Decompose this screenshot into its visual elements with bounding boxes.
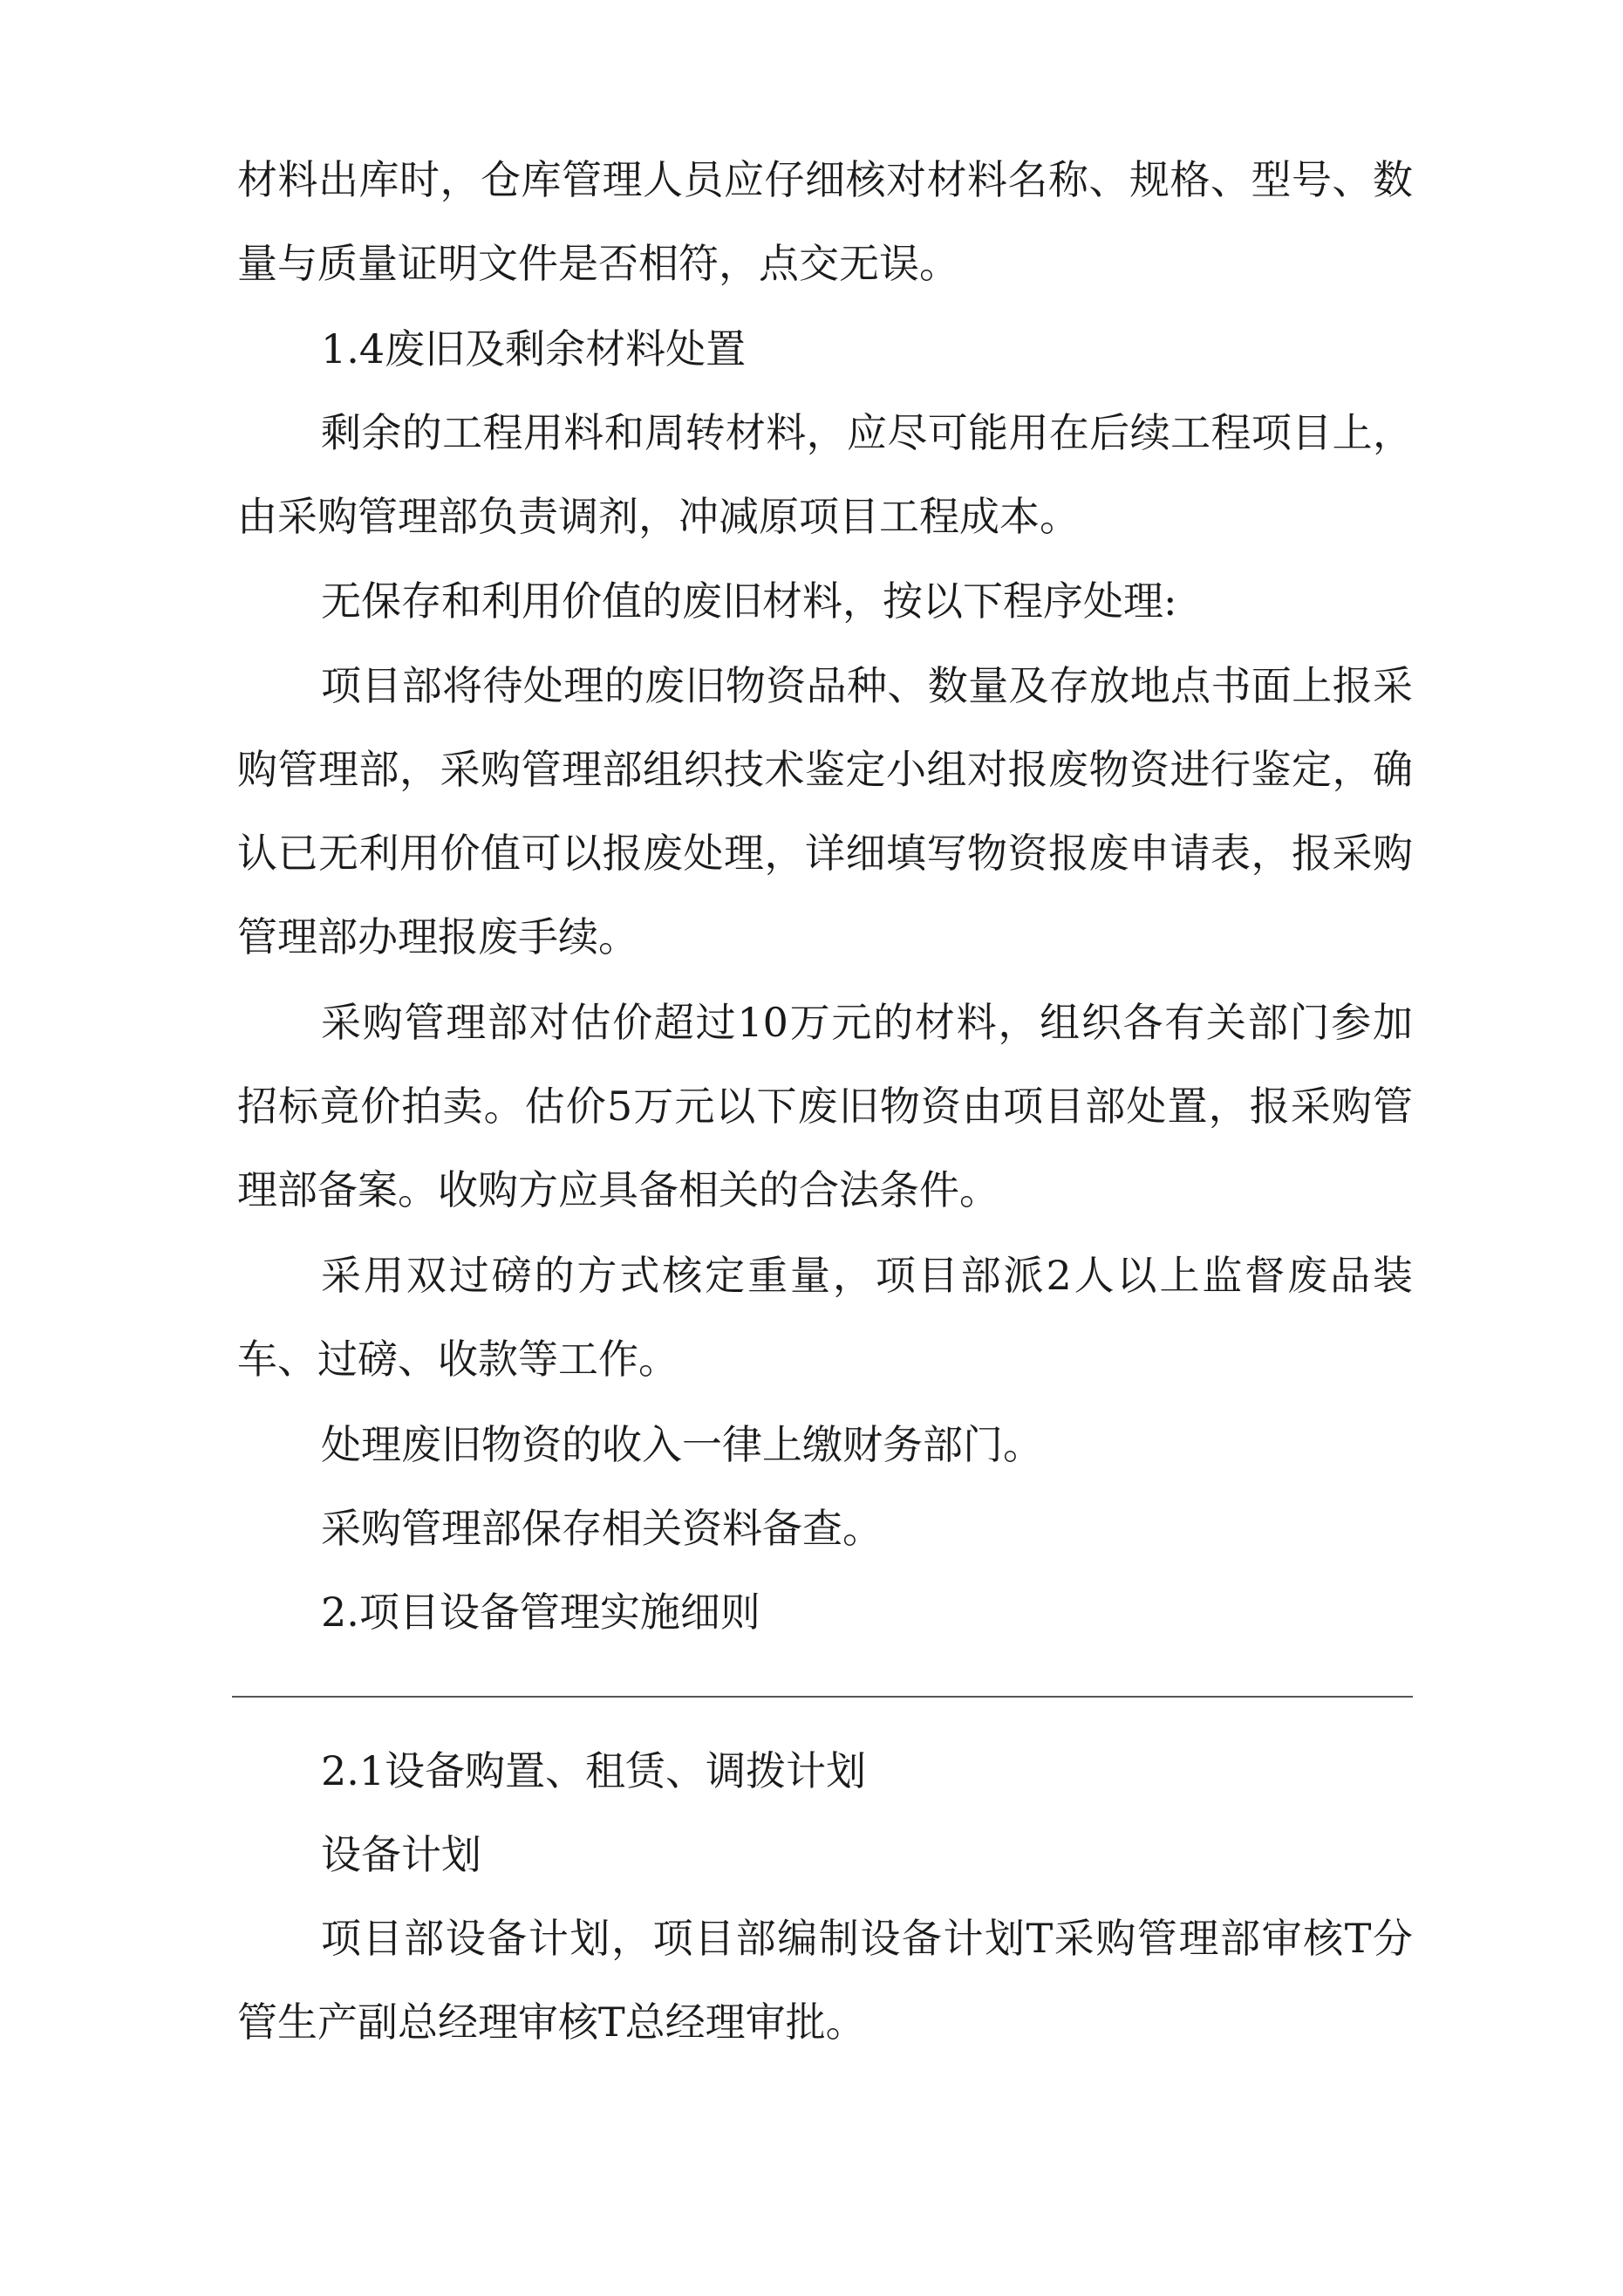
section-heading-2: 2.项目设备管理实施细则 <box>321 1589 760 1636</box>
section-heading-1-4: 1.4废旧及剩余材料处置 <box>321 325 747 372</box>
paragraph-waste-procedure-intro: 无保存和利用价值的废旧材料，按以下程序处理: <box>321 577 1177 625</box>
section-heading-2-1: 2.1设备购置、租赁、调拨计划 <box>321 1747 867 1794</box>
paragraph-equipment-plan: 项目部设备计划，项目部编制设备计划T采购管理部审核T分管生产副总经理审核T总经理审批。 <box>237 1915 1413 2046</box>
paragraph-records: 采购管理部保存相关资料备查。 <box>321 1505 883 1552</box>
paragraph-auction: 采购管理部对估价超过10万元的材料，组织各有关部门参加招标竟价拍卖。估价5万元以下废旧物资由项目部处置，报采购管理部备案。收购方应具备相关的合法条件。 <box>237 999 1413 1213</box>
paragraph-waste-reporting: 项目部将待处理的废旧物资品种、数量及存放地点书面上报采购管理部，采购管理部组织技术鉴定小组对报废物资进行鉴定，确认已无利用价值可以报废处理，详细填写物资报废申请表，报采购管理部办理报废手续。 <box>237 662 1413 960</box>
paragraph-weighing: 采用双过磅的方式核定重量，项目部派2人以上监督废品装车、过磅、收款等工作。 <box>237 1252 1413 1383</box>
paragraph-surplus-material: 剩余的工程用料和周转材料，应尽可能用在后续工程项目上，由采购管理部负责调剂，冲减原项目工程成本。 <box>237 409 1413 540</box>
subheading-equipment-plan: 设备计划 <box>321 1831 481 1878</box>
paragraph-income: 处理废旧物资的收入一律上缴财务部门。 <box>321 1421 1043 1468</box>
page-divider <box>232 1696 1413 1698</box>
paragraph-material-outbound-check: 材料出库时，仓库管理人员应仔细核对材料名称、规格、型号、数量与质量证明文件是否相符，点交无误。 <box>237 156 1413 287</box>
